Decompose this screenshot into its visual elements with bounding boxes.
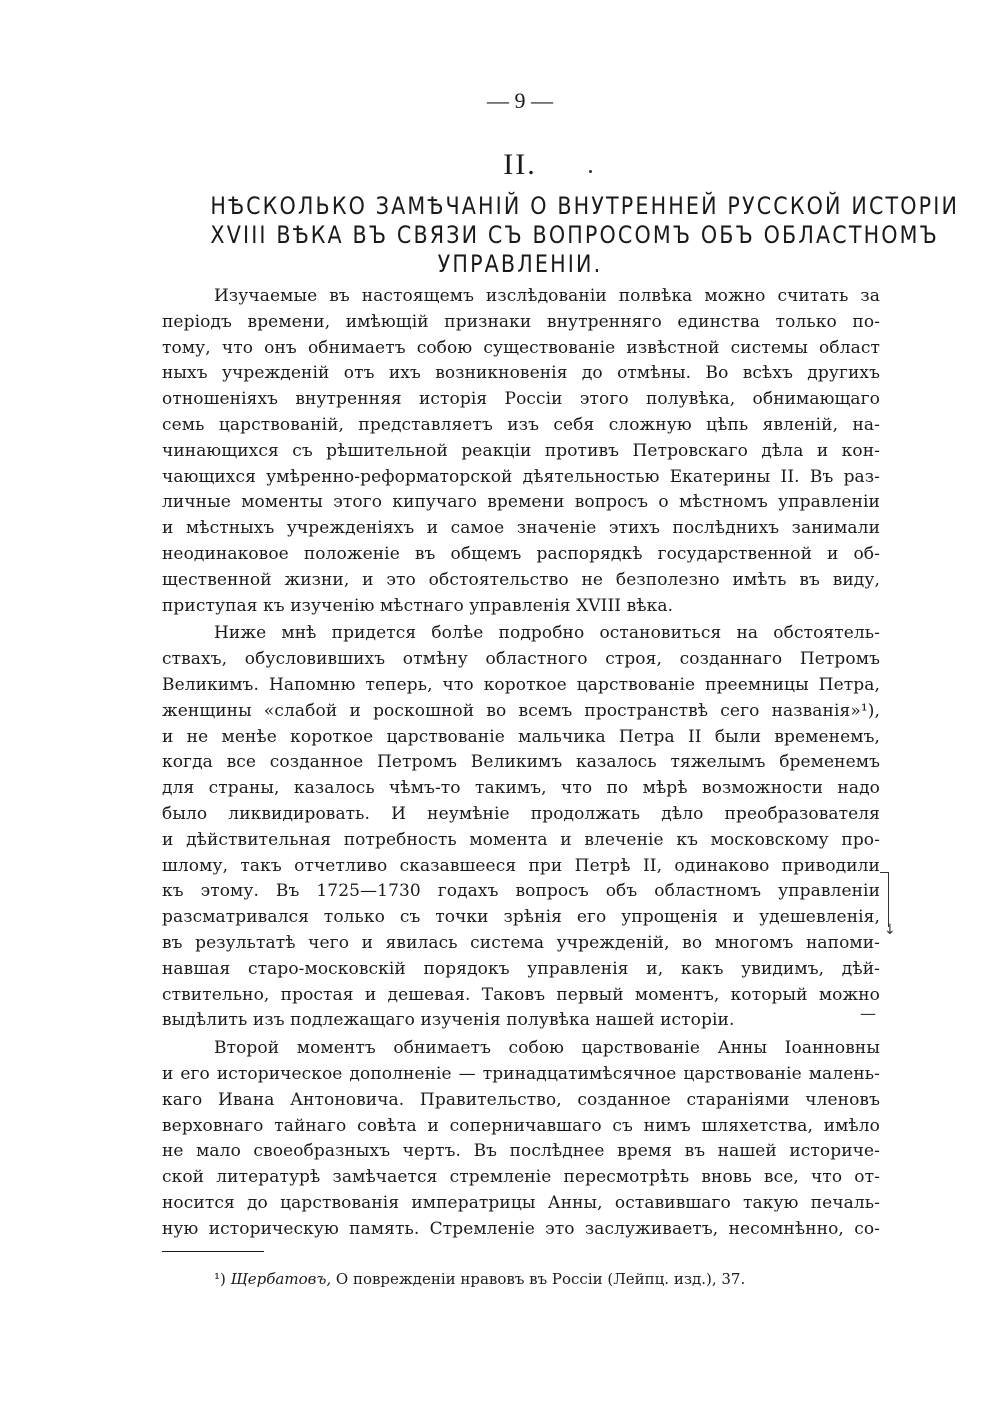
text-line: шлому, такъ отчетливо сказавшееся при Петрѣ II, одинаково приводили — [162, 855, 880, 876]
text-line: Изучаемые въ настоящемъ изслѣдованіи полвѣка можно считать за — [214, 286, 880, 306]
text-line: Великимъ. Напомню теперь, что короткое царствованіе преемницы Петра, — [162, 674, 880, 695]
text-line: разсматривался только съ точки зрѣнія его упрощенія и удешевленія, — [162, 907, 880, 928]
text-line: тому, что онъ обнимаетъ собою существованіе извѣстной системы област — [162, 337, 880, 358]
text-line: ствительно, простая и дешевая. Таковъ первый моментъ, который можно — [162, 984, 880, 1005]
text-line: когда все созданное Петромъ Великимъ казалось тяжелымъ бременемъ — [162, 752, 880, 773]
text-line: каго Ивана Антоновича. Правительство, созданное стараніями членовъ — [162, 1089, 880, 1110]
text-line: для страны, казалось чѣмъ-то такимъ, что по мѣрѣ возможности надо — [162, 778, 880, 799]
footnote-author: Щербатовъ, — [230, 1270, 332, 1288]
text-line: выдѣлить изъ подлежащаго изученія полувѣка нашей исторіи. — [162, 1010, 735, 1031]
paragraph-1 — [162, 284, 880, 619]
paragraph-3 — [162, 1036, 880, 1242]
text-line: къ этому. Въ 1725—1730 годахъ вопросъ объ областномъ управленіи — [162, 881, 880, 902]
footnote-text: О поврежденіи нравовъ въ Россіи (Лейпц. изд.), 37. — [335, 1270, 746, 1288]
text-line: ствахъ, обусловившихъ отмѣну областного строя, созданнаго Петромъ — [162, 649, 880, 670]
title-line: XVIII ВѢКА ВЪ СВЯЗИ СЪ ВОПРОСОМЪ ОБЪ ОБЛАСТНОМЪ — [210, 221, 939, 249]
text-line: чинающихся съ рѣшительной реакціи противъ Петровскаго дѣла и кон- — [162, 440, 880, 461]
text-line: въ результатѣ чего и явилась система учрежденій, во многомъ напоми- — [162, 932, 880, 953]
text-line: щественной жизни, и это обстоятельство не безполезно имѣть въ виду, — [162, 569, 880, 590]
title-line: УПРАВЛЕНІИ. — [437, 250, 603, 278]
margin-dash-mark: — — [860, 1004, 876, 1023]
text-line: носится до царствованія императрицы Анны, оставившаго такую печаль- — [162, 1192, 880, 1213]
paragraph-2 — [162, 621, 880, 1034]
text-line: Второй моментъ обнимаетъ собою царствованіе Анны Іоанновны — [214, 1038, 880, 1059]
page-number: — 9 — — [487, 88, 553, 113]
footnote-divider — [162, 1251, 264, 1252]
margin-arrow-icon: ↓ — [884, 922, 896, 938]
chapter-title — [210, 192, 960, 279]
text-line: семь царствованій, представляетъ изъ себя сложную цѣпь явленій, на- — [162, 414, 880, 435]
text-line: и не менѣе короткое царствованіе мальчика Петра II были временемъ, — [162, 726, 880, 747]
margin-bracket-mark — [880, 872, 889, 927]
text-line: ской литературѣ замѣчается стремленіе пересмотрѣть вновь все, что от- — [162, 1167, 880, 1188]
text-line: чающихся умѣренно-реформаторской дѣятельностью Екатерины II. Въ раз- — [162, 466, 880, 487]
text-line: женщины «слабой и роскошной во всемъ пространствѣ сего названія»¹), — [162, 700, 880, 721]
text-line: ную историческую память. Стремленіе это заслуживаетъ, несомнѣнно, со- — [162, 1218, 880, 1239]
text-line: и дѣйствительная потребность момента и влеченіе къ московскому про- — [162, 829, 880, 850]
title-line: НѢСКОЛЬКО ЗАМѢЧАНІЙ О ВНУТРЕННЕЙ РУССКОЙ ИСТОРІИ — [210, 192, 960, 220]
footnote-marker: ¹) — [214, 1270, 226, 1288]
text-line: и его историческое дополненіе — тринадцатимѣсячное царствованіе малень- — [162, 1063, 880, 1084]
body-text — [162, 284, 880, 1242]
text-line: отношеніяхъ внутренняя исторія Россіи этого полувѣка, обнимающаго — [162, 389, 880, 410]
text-line: приступая къ изученію мѣстнаго управленія XVIII вѣка. — [162, 595, 674, 616]
section-number: II. — [503, 148, 537, 181]
text-line: навшая старо-московскій порядокъ управленія и, какъ увидимъ, дѣй- — [162, 958, 880, 979]
text-line: личные моменты этого кипучаго времени вопросъ о мѣстномъ управленіи — [162, 492, 880, 513]
text-line: ныхъ учрежденій отъ ихъ возникновенія до отмѣны. Во всѣхъ другихъ — [162, 363, 880, 384]
text-line: не мало своеобразныхъ чертъ. Въ послѣднее время въ нашей историче- — [162, 1141, 880, 1162]
text-line: было ликвидировать. И неумѣніе продолжать дѣло преобразователя — [162, 803, 880, 824]
text-line: Ниже мнѣ придется болѣе подробно остановиться на обстоятель- — [214, 623, 880, 644]
text-line: и мѣстныхъ учрежденіяхъ и самое значеніе этихъ послѣднихъ занимали — [162, 518, 880, 539]
text-line: неодинаковое положеніе въ общемъ распорядкѣ государственной и об- — [162, 543, 880, 564]
text-line: верховнаго тайнаго совѣта и соперничавшаго съ нимъ шляхетства, имѣло — [162, 1115, 880, 1136]
text-line: періодъ времени, имѣющій признаки внутренняго единства только по- — [162, 311, 880, 332]
footnote — [214, 1270, 745, 1288]
